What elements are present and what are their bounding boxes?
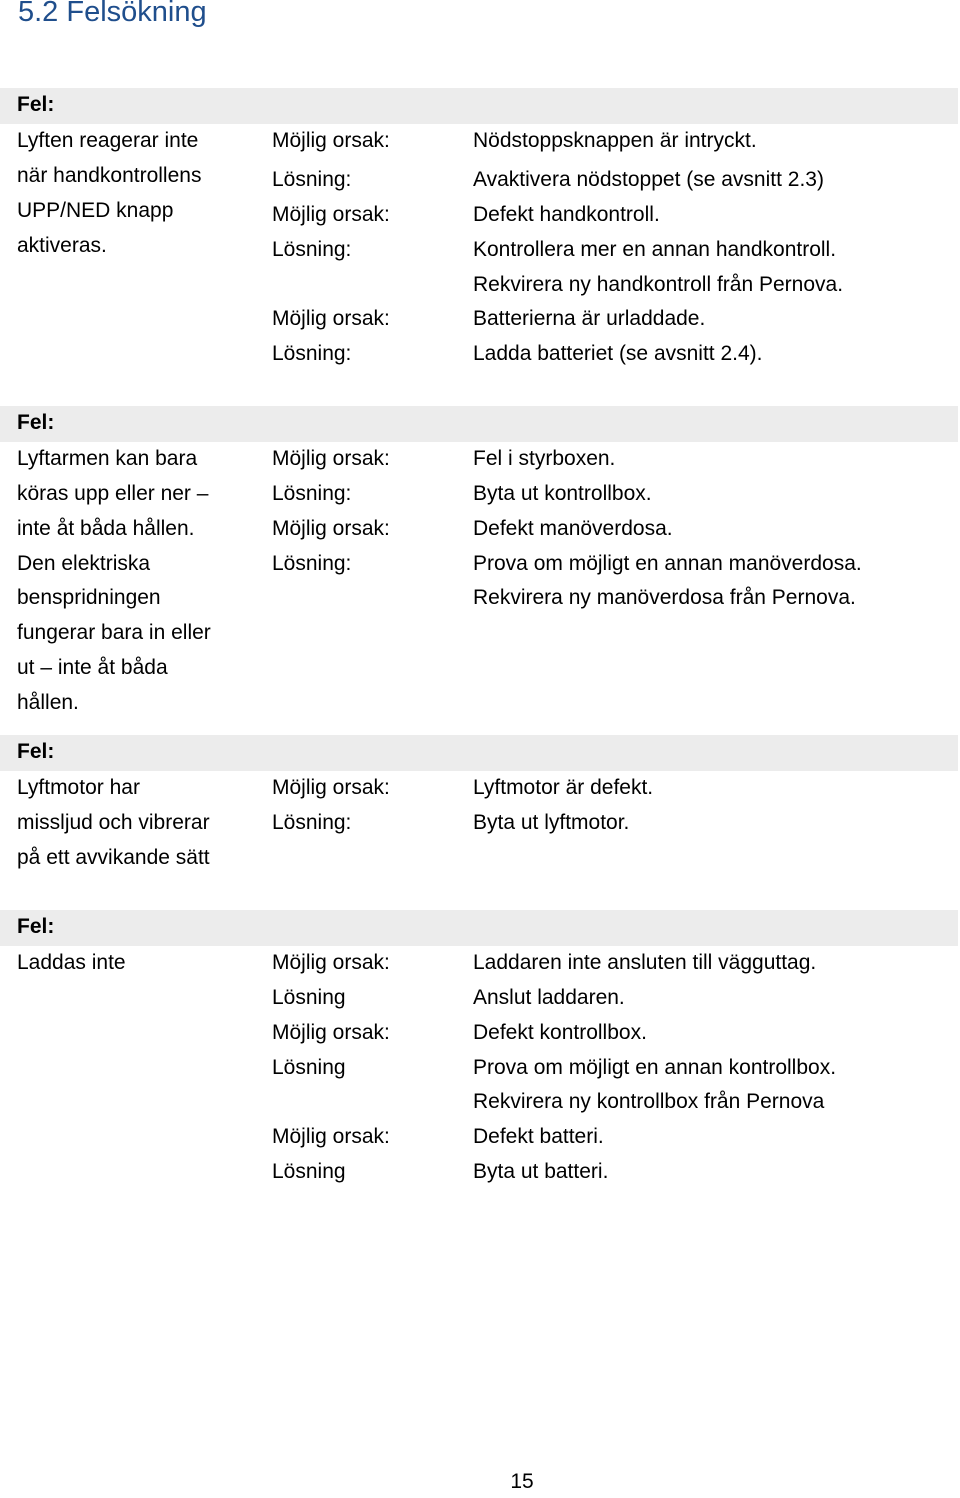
row-text: Nödstoppsknappen är intryckt. (473, 129, 757, 152)
fel-label: Fel: (17, 740, 55, 763)
row-label: Möjlig orsak: (272, 951, 390, 974)
row-label: Lösning (272, 1056, 346, 1079)
row-label: Lösning: (272, 811, 352, 834)
problem-line: Lyften reagerar inte (17, 129, 199, 152)
row-label: Möjlig orsak: (272, 517, 390, 540)
row-text: Defekt batteri. (473, 1125, 604, 1148)
fel-header-bar (0, 735, 958, 771)
row-text: Prova om möjligt en annan kontrollbox. (473, 1056, 837, 1079)
problem-line: köras upp eller ner – (17, 482, 209, 505)
row-label: Möjlig orsak: (272, 776, 390, 799)
row-text: Byta ut lyftmotor. (473, 811, 630, 834)
row-label: Lösning: (272, 552, 352, 575)
problem-line: ut – inte åt båda (17, 656, 168, 679)
problem-line: Laddas inte (17, 951, 126, 974)
problem-line: Lyftmotor har (17, 776, 140, 799)
row-label: Möjlig orsak: (272, 307, 390, 330)
fel-header-bar (0, 88, 958, 124)
problem-line: Lyftarmen kan bara (17, 447, 198, 470)
problem-line: hållen. (17, 691, 79, 714)
problem-line: UPP/NED knapp (17, 199, 174, 222)
row-label: Möjlig orsak: (272, 203, 390, 226)
page-title: 5.2 Felsökning (18, 0, 207, 28)
row-label: Möjlig orsak: (272, 1125, 390, 1148)
row-text: Batterierna är urladdade. (473, 307, 706, 330)
row-label: Lösning: (272, 238, 352, 261)
row-text: Lyftmotor är defekt. (473, 776, 654, 799)
row-text: Ladda batteriet (se avsnitt 2.4). (473, 342, 763, 365)
row-label: Lösning (272, 1160, 346, 1183)
problem-line: Den elektriska (17, 552, 151, 575)
fel-header-bar (0, 406, 958, 442)
problem-line: inte åt båda hållen. (17, 517, 195, 540)
row-label: Möjlig orsak: (272, 1021, 390, 1044)
fel-label: Fel: (17, 93, 55, 116)
row-text: Rekvirera ny kontrollbox från Pernova (473, 1090, 825, 1113)
fel-label: Fel: (17, 915, 55, 938)
problem-line: benspridningen (17, 586, 161, 609)
row-text: Rekvirera ny handkontroll från Pernova. (473, 273, 844, 296)
row-text: Byta ut kontrollbox. (473, 482, 652, 505)
row-text: Fel i styrboxen. (473, 447, 616, 470)
row-text: Avaktivera nödstoppet (se avsnitt 2.3) (473, 168, 824, 191)
row-text: Laddaren inte ansluten till vägguttag. (473, 951, 817, 974)
row-label: Lösning: (272, 342, 352, 365)
row-label: Lösning: (272, 482, 352, 505)
problem-line: på ett avvikande sätt (17, 846, 210, 869)
problem-line: fungerar bara in eller (17, 621, 211, 644)
page-number: 15 (510, 1470, 534, 1493)
problem-line: missljud och vibrerar (17, 811, 210, 834)
row-label: Lösning: (272, 168, 352, 191)
row-text: Rekvirera ny manöverdosa från Pernova. (473, 586, 856, 609)
row-text: Defekt kontrollbox. (473, 1021, 647, 1044)
problem-line: när handkontrollens (17, 164, 202, 187)
row-text: Kontrollera mer en annan handkontroll. (473, 238, 837, 261)
row-text: Defekt handkontroll. (473, 203, 660, 226)
row-label: Lösning (272, 986, 346, 1009)
fel-header-bar (0, 910, 958, 946)
row-text: Defekt manöverdosa. (473, 517, 673, 540)
row-label: Möjlig orsak: (272, 129, 390, 152)
problem-line: aktiveras. (17, 234, 107, 257)
row-label: Möjlig orsak: (272, 447, 390, 470)
row-text: Anslut laddaren. (473, 986, 625, 1009)
fel-label: Fel: (17, 411, 55, 434)
row-text: Byta ut batteri. (473, 1160, 609, 1183)
row-text: Prova om möjligt en annan manöverdosa. (473, 552, 862, 575)
